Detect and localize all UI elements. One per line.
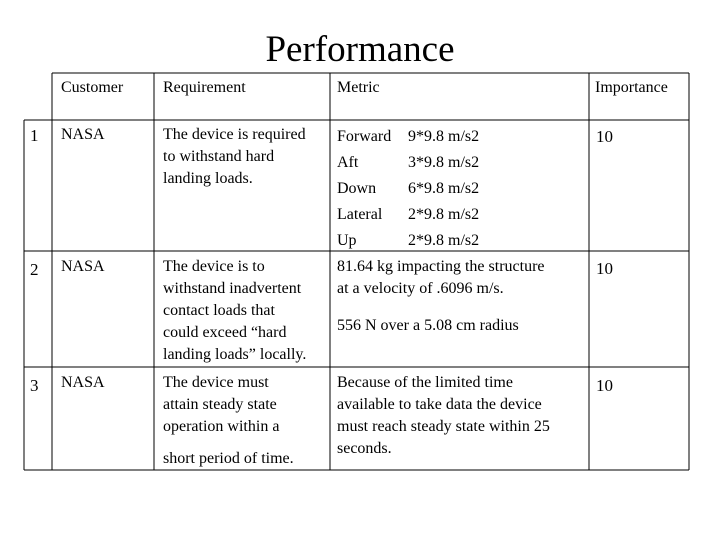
row-importance: 10 [596, 376, 613, 395]
row-requirement: The device is to withstand inadvertent contact loads that could exceed “hard landing loads” locally. [163, 258, 307, 363]
row-requirement: The device must attain steady state operation within a short period of time. [163, 374, 294, 467]
row-number: 3 [30, 376, 39, 395]
row-metric-values: 9*9.8 m/s2 3*9.8 m/s2 6*9.8 m/s2 2*9.8 m/s2 2*9.8 m/s2 [408, 128, 480, 249]
header-metric: Metric [337, 79, 380, 96]
row-importance: 10 [596, 127, 613, 146]
row-metric: 81.64 kg impacting the structure at a velocity of .6096 m/s. 556 N over a 5.08 cm radius [337, 258, 545, 334]
row-importance: 10 [596, 259, 613, 278]
row-requirement: The device is required to withstand hard landing loads. [163, 126, 306, 187]
row-number: 2 [30, 260, 39, 279]
row-metric: Because of the limited time available to take data the device must reach steady state within 25 seconds. [337, 374, 550, 457]
row-customer: NASA [61, 126, 105, 143]
header-customer: Customer [61, 79, 124, 96]
header-importance: Importance [595, 79, 668, 96]
row-customer: NASA [61, 258, 105, 275]
slide-title: Performance [265, 29, 455, 70]
row-number: 1 [30, 126, 39, 145]
row-metric-directions: Forward Aft Down Lateral Up [337, 128, 392, 249]
header-requirement: Requirement [163, 79, 246, 96]
row-customer: NASA [61, 374, 105, 391]
